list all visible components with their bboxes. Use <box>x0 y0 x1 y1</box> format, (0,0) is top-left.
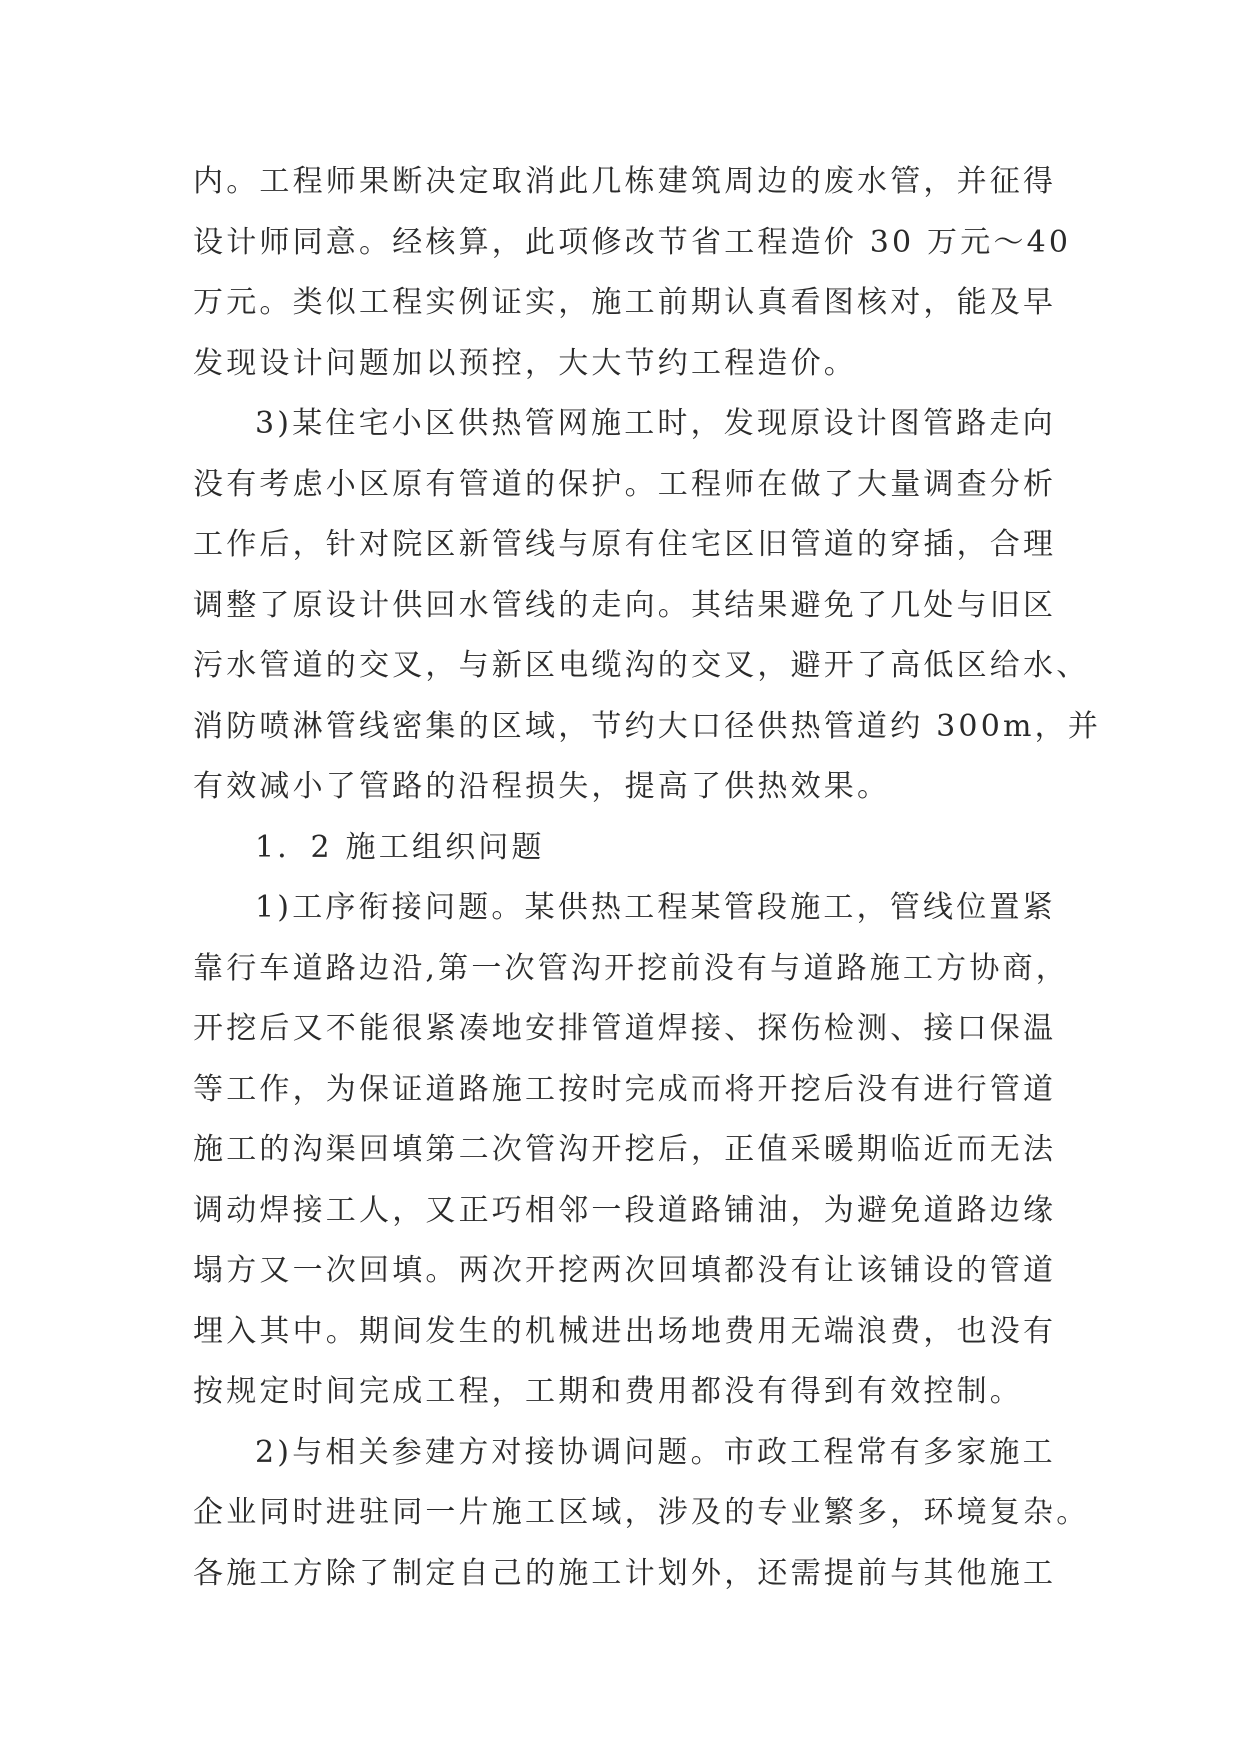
text-line: 设计师同意。经核算，此项修改节省工程造价 30 万元～40 <box>193 224 1072 260</box>
text-line: 施工的沟渠回填第二次管沟开挖后，正值采暖期临近而无法 <box>193 1132 1057 1167</box>
text-line: 靠行车道路边沿,第一次管沟开挖前没有与道路施工方协商， <box>193 950 1069 986</box>
paragraph-start-line: 2)与相关参建方对接协调问题。市政工程常有多家施工 <box>255 1434 1056 1470</box>
text-line: 各施工方除了制定自己的施工计划外，还需提前与其他施工 <box>193 1555 1057 1591</box>
paragraph-start-line: 3)某住宅小区供热管网施工时，发现原设计图管路走向 <box>255 406 1056 441</box>
text-line: 发现设计问题加以预控，大大节约工程造价。 <box>193 345 857 381</box>
text-line: 企业同时进驻同一片施工区域，涉及的专业繁多，环境复杂。 <box>193 1495 1090 1530</box>
text-line: 污水管道的交叉，与新区电缆沟的交叉，避开了高低区给水、 <box>193 648 1090 683</box>
text-line: 调整了原设计供回水管线的走向。其结果避免了几处与旧区 <box>193 587 1057 623</box>
text-line: 等工作，为保证道路施工按时完成而将开挖后没有进行管道 <box>193 1071 1057 1107</box>
text-line: 万元。类似工程实例证实，施工前期认真看图核对，能及早 <box>193 285 1057 320</box>
text-line: 按规定时间完成工程，工期和费用都没有得到有效控制。 <box>193 1374 1023 1409</box>
text-line: 内。工程师果断决定取消此几栋建筑周边的废水管，并征得 <box>193 164 1057 199</box>
text-line: 没有考虑小区原有管道的保护。工程师在做了大量调查分析 <box>193 466 1057 502</box>
section-heading: 1．2 施工组织问题 <box>255 829 545 865</box>
text-line: 有效减小了管路的沿程损失，提高了供热效果。 <box>193 769 891 804</box>
text-line: 开挖后又不能很紧凑地安排管道焊接、探伤检测、接口保温 <box>193 1011 1057 1046</box>
text-line: 工作后，针对院区新管线与原有住宅区旧管道的穿插，合理 <box>193 527 1057 562</box>
text-line: 埋入其中。期间发生的机械进出场地费用无端浪费，也没有 <box>193 1313 1057 1349</box>
text-line: 塌方又一次回填。两次开挖两次回填都没有让该铺设的管道 <box>193 1253 1057 1288</box>
text-line: 消防喷淋管线密集的区域，节约大口径供热管道约 300m，并 <box>193 708 1102 744</box>
paragraph-start-line: 1)工序衔接问题。某供热工程某管段施工，管线位置紧 <box>255 890 1056 925</box>
text-line: 调动焊接工人，又正巧相邻一段道路铺油，为避免道路边缘 <box>193 1192 1057 1228</box>
body-text <box>193 152 1102 1604</box>
